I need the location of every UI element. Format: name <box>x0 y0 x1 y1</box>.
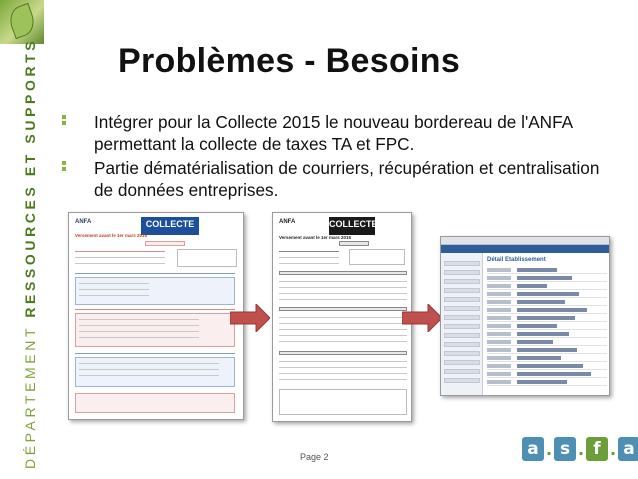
arrow-right-icon <box>402 304 442 332</box>
bullet-text: Intégrer pour la Collecte 2015 le nouveau bordereau de l'ANFA permettant la collecte de taxes TA et FPC. <box>94 112 573 154</box>
form-header: Versement avant le 1er mars 2015 <box>279 235 352 240</box>
leaf-icon <box>6 3 39 39</box>
page-number: Page 2 <box>300 452 329 462</box>
web-nav-bar <box>441 245 609 253</box>
bullet-item <box>62 157 622 201</box>
anfa-logo: ANFA <box>75 219 92 225</box>
slide-title: Problèmes - Besoins <box>118 42 461 80</box>
asfa-logo-letter: f <box>586 437 608 461</box>
department-label <box>4 37 40 469</box>
asfa-logo: a . s . f . a <box>522 437 638 461</box>
web-side-menu <box>441 253 483 396</box>
bullet-list <box>62 111 622 203</box>
anfa-logo: ANFA <box>279 219 296 225</box>
bullet-item <box>62 111 622 155</box>
collecte-banner: COLLECTE <box>141 217 199 235</box>
arrow-right-icon <box>230 304 270 332</box>
browser-bar <box>441 237 609 245</box>
web-app-screenshot <box>440 236 610 396</box>
asfa-logo-letter: a <box>618 437 638 461</box>
bullet-icon <box>62 161 66 175</box>
web-detail-title: Détail Etablissement <box>487 257 546 263</box>
bullet-icon <box>62 115 66 129</box>
collecte-form-bw-image <box>272 212 412 422</box>
collecte-form-color-image <box>68 212 244 420</box>
sidebar <box>0 0 44 479</box>
asfa-logo-letter: s <box>554 437 576 461</box>
bullet-text: Partie dématérialisation de courriers, récupération et centralisation de données entreprises. <box>94 158 600 200</box>
department-label-light: DÉPARTEMENT <box>22 325 38 469</box>
asfa-logo-letter: a <box>522 437 544 461</box>
form-header: Versement avant le 1er mars 2015 <box>75 233 148 238</box>
department-label-bold: RESSOURCES ET SUPPORTS <box>22 37 38 318</box>
collecte-banner: COLLECTE <box>329 217 375 235</box>
